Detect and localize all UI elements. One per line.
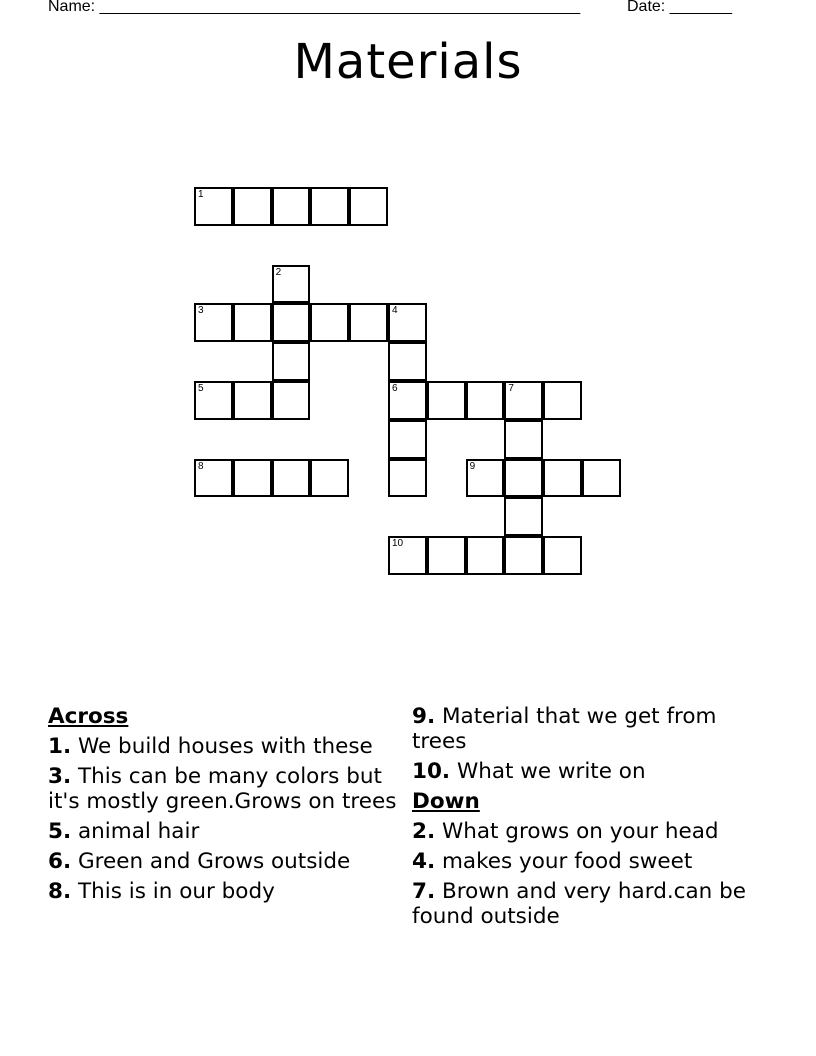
grid-cell[interactable] [466,459,505,498]
down-clue-4 [412,849,772,874]
clues-left-column [48,704,408,909]
clue-number: 6. [48,849,72,874]
grid-cell[interactable] [388,303,427,342]
clues-right-column [412,704,772,934]
grid-cell[interactable] [427,381,466,420]
across-clue-8 [48,879,408,904]
grid-cell[interactable] [388,420,427,459]
grid-cell[interactable] [543,381,582,420]
grid-cell[interactable] [272,459,311,498]
clue-text: We build houses with these [77,734,373,759]
grid-cell[interactable] [388,536,427,575]
cell-number: 6 [392,383,398,394]
cell-number: 3 [198,305,204,317]
grid-cell[interactable] [388,342,427,381]
cell-number: 9 [469,460,476,472]
grid-cell[interactable] [543,459,582,498]
grid-cell[interactable] [427,536,466,575]
grid-cell[interactable] [466,536,505,575]
grid-cell[interactable] [194,187,233,226]
grid-cell[interactable] [310,303,349,342]
grid-cell[interactable] [272,265,311,304]
across-clue-9 [412,704,772,754]
grid-cell[interactable] [194,381,233,420]
grid-cell[interactable] [504,497,543,536]
clue-number: 3. [48,764,72,789]
across-clue-5 [48,819,408,844]
grid-cell[interactable] [504,420,543,459]
cell-number: 4 [392,305,398,317]
grid-cell[interactable] [504,381,543,420]
down-heading: Down [412,789,480,814]
grid-cell[interactable] [233,303,272,342]
grid-cell[interactable] [349,187,388,226]
cell-number: 8 [198,460,204,472]
clue-number: 10. [412,759,451,784]
grid-cell[interactable] [543,536,582,575]
grid-cell[interactable] [233,187,272,226]
grid-cell[interactable] [233,381,272,420]
clue-text: Material that we get from trees [412,704,717,754]
grid-cell[interactable] [310,459,349,498]
clue-text: What we write on [456,759,646,784]
cell-number: 10 [392,538,404,550]
grid-cell[interactable] [233,459,272,498]
grid-cell[interactable] [272,381,311,420]
down-clue-2 [412,819,772,844]
cell-number: 5 [198,383,204,394]
across-clue-10 [412,759,772,784]
grid-cell[interactable] [388,381,427,420]
cell-number: 7 [508,383,514,394]
cell-number: 2 [275,266,282,278]
across-clue-1 [48,734,408,759]
clue-number: 1. [48,734,72,759]
grid-cell[interactable] [194,303,233,342]
clue-number: 9. [412,704,436,729]
grid-cell[interactable] [272,187,311,226]
grid-cell[interactable] [194,459,233,498]
name-field-line: Name: ______________________________________________________ [48,0,581,15]
across-clue-3 [48,764,408,814]
page-title: Materials [293,34,523,90]
clue-number: 8. [48,879,72,904]
grid-cell[interactable] [582,459,621,498]
clue-number: 5. [48,819,72,844]
grid-cell[interactable] [349,303,388,342]
clue-number: 7. [412,879,436,904]
across-heading: Across [48,704,129,729]
clue-text: This is in our body [77,879,275,904]
grid-cell[interactable] [272,342,311,381]
down-clue-7 [412,879,772,929]
clue-text: Brown and very hard.can be found outside [412,879,747,929]
date-field-line: Date: _______ [627,0,732,15]
across-clue-6 [48,849,408,874]
cell-number: 1 [198,189,204,200]
grid-cell[interactable] [504,459,543,498]
grid-cell[interactable] [310,187,349,226]
clue-number: 2. [412,819,436,844]
clue-text: What grows on your head [441,819,719,844]
grid-cell[interactable] [272,303,311,342]
clue-text: This can be many colors but it's mostly green.Grows on trees [48,764,397,814]
grid-cell[interactable] [504,536,543,575]
clue-text: makes your food sweet [441,849,693,874]
grid-cell[interactable] [388,459,427,498]
clue-text: animal hair [77,819,200,844]
clue-text: Green and Grows outside [77,849,351,874]
grid-cell[interactable] [466,381,505,420]
clue-number: 4. [412,849,436,874]
